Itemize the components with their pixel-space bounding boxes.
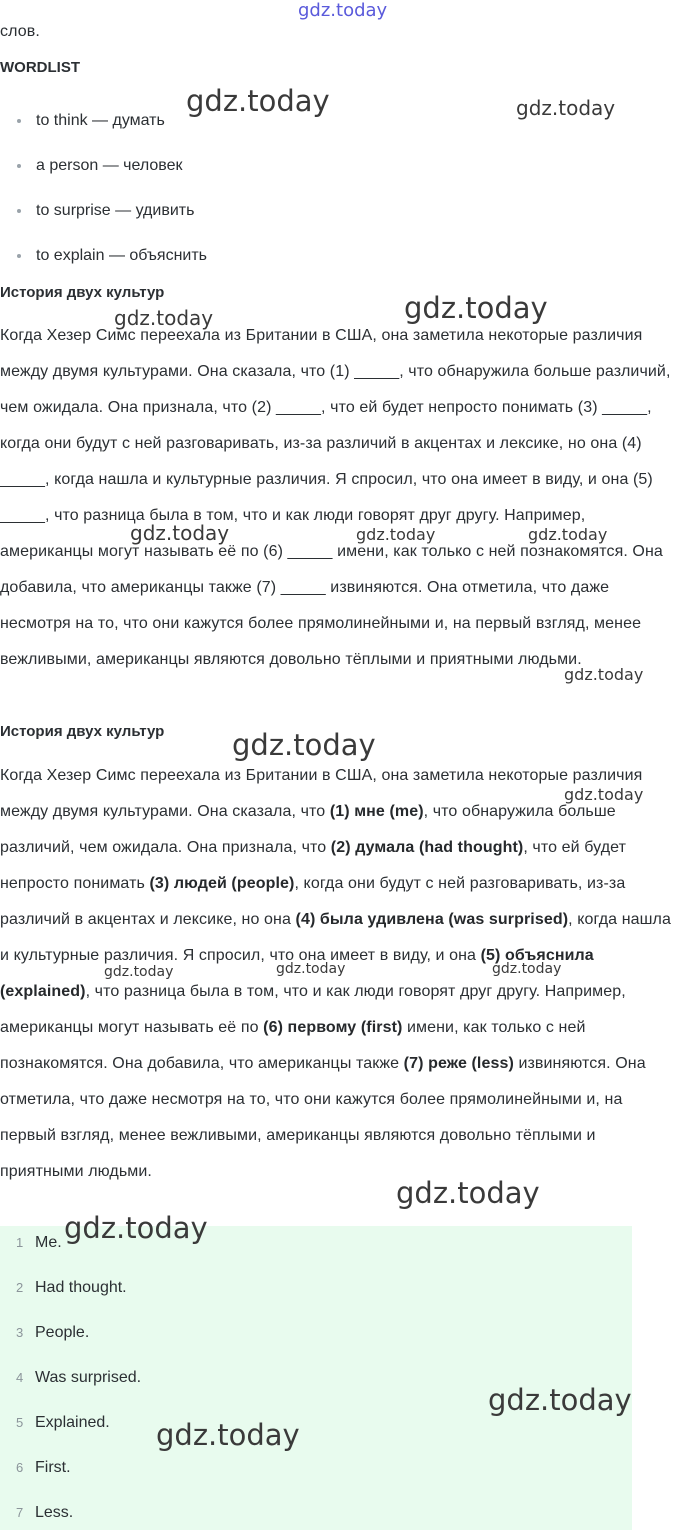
text-fragment: слов. (0, 23, 40, 40)
answer-highlight: (2) думала (had thought) (330, 839, 524, 856)
answer-highlight: (6) первому (first) (263, 1019, 403, 1036)
task-paragraph (0, 318, 680, 678)
watermark: gdz.today (276, 961, 346, 977)
watermark: gdz.today (356, 525, 436, 544)
watermark: gdz.today (404, 291, 548, 325)
watermark: gdz.today (516, 96, 616, 120)
watermark: gdz.today (396, 1176, 540, 1210)
watermark: gdz.today (130, 521, 230, 545)
answer-highlight: (3) людей (people) (149, 875, 295, 892)
task-title: История двух культур (0, 284, 165, 301)
watermark: gdz.today (528, 525, 608, 544)
answer-highlight: (1) мне (me) (329, 803, 424, 820)
watermark: gdz.today (564, 665, 644, 684)
watermark: gdz.today (114, 306, 214, 330)
answer-highlight: (4) была удивлена (was surprised) (295, 911, 569, 928)
watermark: gdz.today (492, 961, 562, 977)
watermark: gdz.today (488, 1383, 632, 1417)
watermark: gdz.today (564, 785, 644, 804)
watermark: gdz.today (64, 1211, 208, 1245)
watermark: gdz.today (104, 964, 174, 980)
solution-paragraph (0, 758, 680, 1190)
solution-title: История двух культур (0, 723, 165, 740)
watermark: gdz.today (186, 84, 330, 118)
answer-highlight: (7) реже (less) (403, 1055, 514, 1072)
bullet-icon (17, 254, 21, 258)
watermark: gdz.today (298, 0, 388, 21)
watermark: gdz.today (156, 1418, 300, 1452)
answer-highlight: (5) объяснила (explained) (0, 947, 594, 1000)
bullet-icon (17, 119, 21, 123)
solution-text: Когда Хезер Симс переехала из Британии в США, она заметила некоторые различия между двумя культурами. Она сказала, что (1) мне (me), что обнаружила больше различий, чем ожидала. Она признала, что (2) думала (had thought), что ей будет непросто понимать (3) людей (people), когда они будут с ней разговаривать, из-за различий в акцентах и лексике, но она (4) была удивлена (was surprised), когда нашла и культурные различия. Я спросил, что она имеет в виду, и она (5) объяснила (explained), что разница была в том, что и как люди говорят друг другу. Например, американцы могут называть её по (6) первому (first) имени, как только с ней познакомятся. Она добавила, что американцы также (7) реже (less) извиняются. Она отметила, что даже несмотря на то, что они кажутся более прямолинейными и, на первый взгляд, менее вежливыми, американцы являются довольно тёплыми и приятными людьми. (0, 767, 671, 1180)
task-text: Когда Хезер Симс переехала из Британии в США, она заметила некоторые различия между двумя культурами. Она сказала, что (1) _____, что обнаружила больше различий, чем ожидала. Она признала, что (2) _____, что ей будет непросто понимать (3) _____, когда они будут с ней разговаривать, из-за различий в акцентах и лексике, но она (4) _____, когда нашла и культурные различия. Я спросил, что она имеет в виду, и она (5) _____, что разница была в том, что и как люди говорят друг другу. Например, американцы могут называть её по (6) _____ имени, как только с ней познакомятся. Она добавила, что американцы также (7) _____ извиняются. Она отметила, что даже несмотря на то, что они кажутся более прямолинейными и, на первый взгляд, менее вежливыми, американцы являются довольно тёплыми и приятными людьми. (0, 327, 671, 668)
answers-box: 1 Me. 2 Had thought. 3 People. 4 Was surprised. 5 Explained. 6 First. 7 Less. (0, 1226, 632, 1530)
bullet-icon (17, 209, 21, 213)
wordlist-title: WORDLIST (0, 59, 80, 76)
watermark: gdz.today (232, 728, 376, 762)
bullet-icon (17, 164, 21, 168)
